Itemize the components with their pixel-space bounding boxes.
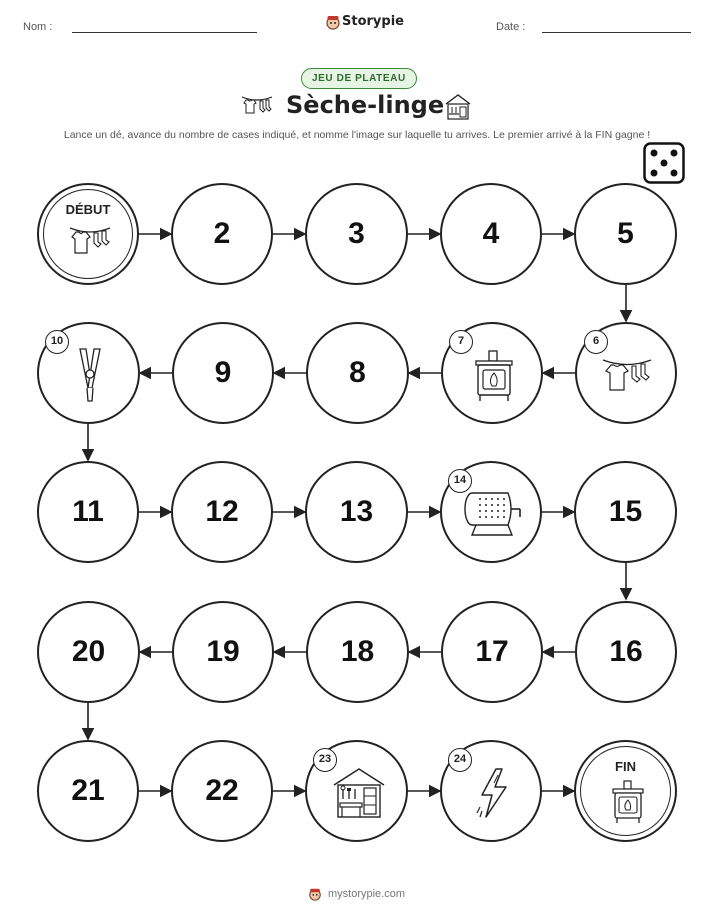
cell-number: 18 [340,635,375,668]
storypie-logo-icon [308,887,322,901]
name-label: Nom : [23,21,53,33]
page-title: Sèche-linge [286,91,445,119]
cell-number: 2 [213,217,231,250]
board-cell-2 [171,183,273,285]
board-cell-15 [574,461,677,563]
clothesline-icon [68,223,112,259]
footer-brand [308,886,408,904]
board-cell-19 [172,601,274,703]
board-cell-9 [172,322,274,424]
cell-number: 21 [71,774,105,807]
cell-number: 22 [205,774,239,807]
cell-number: 11 [72,495,104,528]
cell-tag-24: 24 [448,748,472,772]
cell-number: 19 [206,635,240,668]
clothesline-icon [601,354,653,396]
dryer-drum-icon [462,487,524,539]
cell-number: 4 [482,217,500,250]
cell-tag-23: 23 [313,748,337,772]
board-cell-4 [440,183,542,285]
date-label: Date : [496,21,526,33]
board-cell-12 [171,461,273,563]
brand-name: Storypie [342,14,404,29]
stove-icon [610,779,646,825]
board-cell-16 [575,601,677,703]
cell-number: 5 [617,217,634,250]
end-label: FIN [615,759,636,774]
footer-url: mystorypie.com [328,888,406,900]
board-cell-end [574,740,677,842]
stove-icon [472,349,516,403]
cell-number: 17 [475,635,509,668]
board-cell-5 [574,183,677,285]
board-cell-22 [171,740,273,842]
cell-tag-6: 6 [584,330,608,354]
cell-number: 15 [608,495,643,528]
board-cell-3 [305,183,408,285]
cell-tag-14: 14 [448,469,472,493]
board-cell-start [37,183,139,285]
board-game-badge: JEU DE PLATEAU [301,68,417,89]
instructions-text: Lance un dé, avance du nombre de cases indiqué, et nomme l'image sur laquelle tu arrives. Le premier arrivé à la FIN gagne ! [63,129,651,141]
board-cell-11 [37,461,139,563]
cell-number: 9 [214,356,232,389]
cell-number: 12 [205,495,239,528]
cell-number: 3 [348,217,365,250]
board-cell-18 [306,601,409,703]
cell-number: 13 [339,495,374,528]
cell-tag-7: 7 [449,330,473,354]
start-label: DÉBUT [65,202,111,217]
lightning-icon [476,767,512,821]
cell-number: 8 [349,356,366,389]
board-cell-13 [305,461,408,563]
cell-number: 16 [609,635,643,668]
board-cell-17 [441,601,543,703]
cell-tag-10: 10 [45,330,69,354]
board-cell-21 [37,740,139,842]
board-cell-8 [306,322,409,424]
board-cell-20 [37,601,140,703]
workshop-icon [331,765,387,821]
clothespin-icon [75,346,105,404]
cell-number: 20 [71,635,106,668]
